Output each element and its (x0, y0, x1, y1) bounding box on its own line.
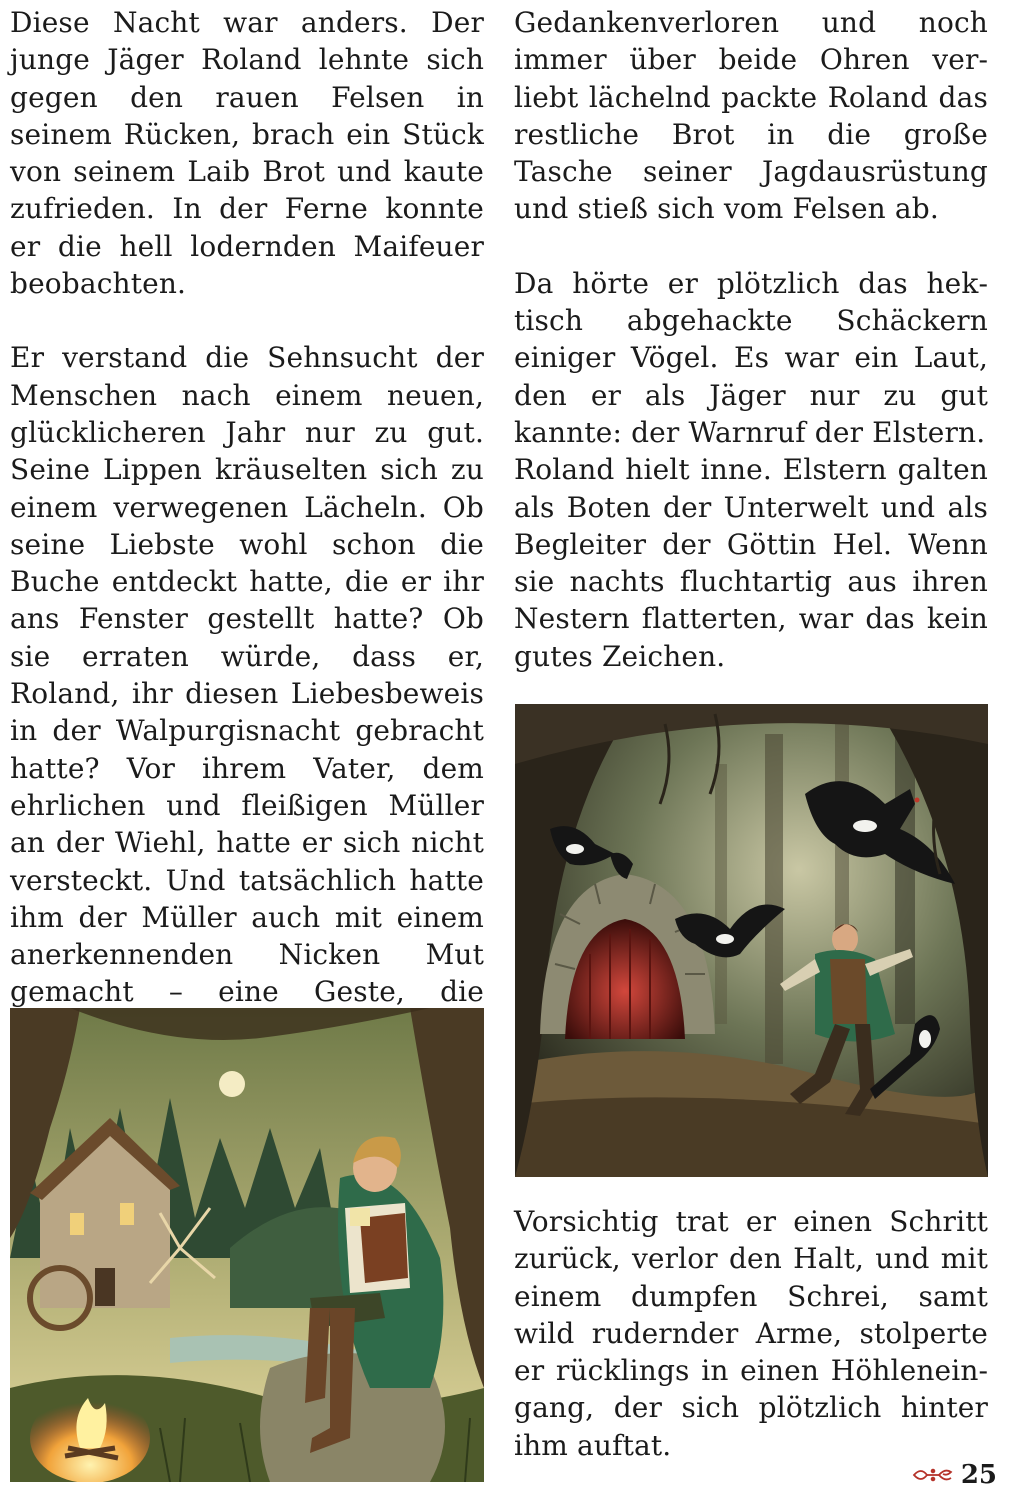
right-column-bottom (514, 1203, 988, 1464)
paragraph-magpie-call: Da hörte er plötzlich das hektisch abgehackte Schäckern einiger Vögel. Es war ein Laut, den er als Jäger nur zu gut kannte: der Warnruf der Elstern. (514, 266, 988, 449)
paragraph-omen: Roland hielt inne. Elstern galten als Boten der Unterwelt und als Begleiter der Göttin Hel. Wenn sie nachts fluchtartig aus ihren Nestern flatterten, war das kein gutes Zeichen. (514, 453, 988, 673)
paragraph-departure: Gedankenverloren und noch immer über beide Ohren verliebt lächelnd packte Roland das restliche Brot in die große Tasche seiner Jagdausrüstung und stieß sich vom Felsen ab. (514, 6, 988, 226)
page-footer (911, 1460, 997, 1490)
paragraph-stumble: Vorsichtig trat er einen Schritt zurück, verlor den Halt, und mit einem dumpfen Schrei, samt wild rudernder Arme, stolperte er rücklings in einen Höhleneingang, der sich plötzlich hinter ihm auftat. (514, 1205, 988, 1462)
flourish-ornament-icon (911, 1464, 955, 1486)
hunter-mill-illustration (10, 1008, 484, 1482)
paragraph-longing: Er verstand die Sehnsucht der Menschen nach einem neuen, glücklicheren Jahr nur zu gut. Seine Lippen kräuselten sich zu einem verwegenen Lächeln. Ob seine Liebste wohl schon die Buche entdeckt hatte, die er ihr ans Fenster gestellt hatte? Ob sie erraten würde, dass er, Roland, ihr diesen Liebesbeweis in der Walpurgisnacht gebracht hatte? Vor ihrem Vater, dem ehrlichen und fleißigen Müller an der Wiehl, hatte er sich nicht versteckt. Und tatsächlich hatte ihm der Müller auch mit einem anerkennenden Nicken Mut gemacht – eine Geste, die (10, 341, 484, 1009)
cave-magpies-illustration (515, 704, 988, 1177)
paragraph-intro: Diese Nacht war anders. Der junge Jäger Roland lehnte sich gegen den rauen Felsen in seinem Rücken, brach ein Stück von seinem Laib Brot und kaute zufrieden. In der Ferne konnte er die hell lodernden Maifeuer beobachten. (10, 6, 484, 301)
page-number: 25 (960, 1460, 997, 1490)
right-column (514, 4, 988, 675)
left-column (10, 4, 484, 1048)
